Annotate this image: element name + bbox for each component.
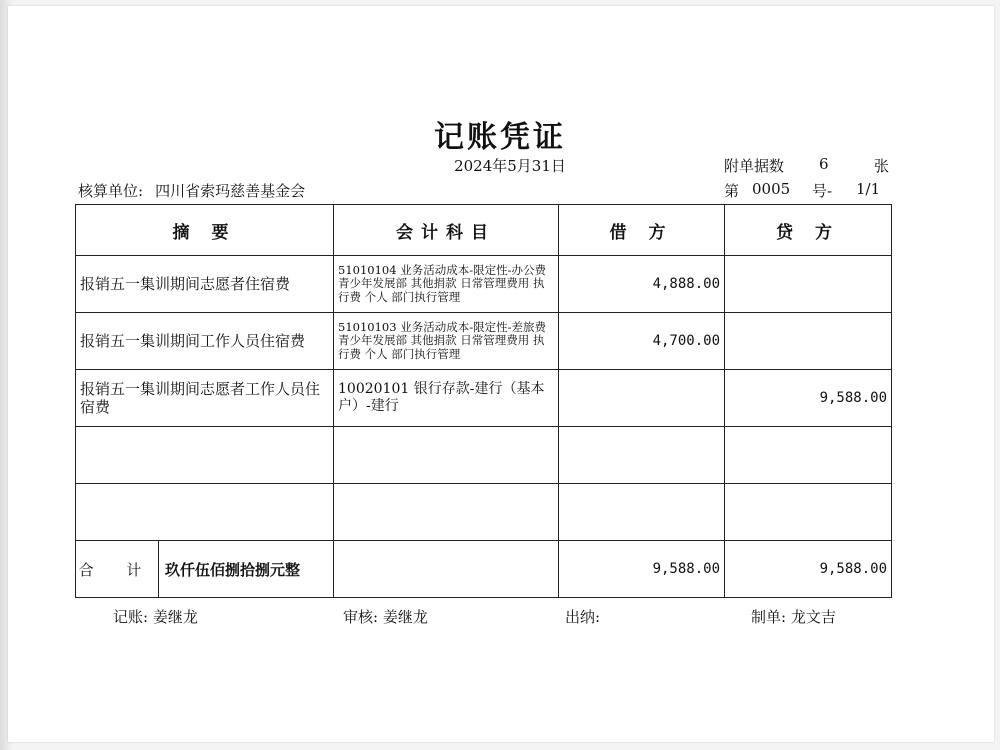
voucher-title: 记账凭证: [434, 120, 566, 155]
accounting-unit: [78, 180, 305, 201]
total-words: 玖仟伍佰捌拾捌元整: [165, 560, 301, 579]
reviewer-label: 审核:: [343, 608, 379, 626]
row-account: 51010103 业务活动成本-限定性-差旅费 青少年发展部 其他捐款 日常管理费用 执行费 个人 部门执行管理: [334, 313, 559, 370]
row-credit: 9,588.00: [725, 370, 892, 427]
row-credit: [725, 313, 892, 370]
unit-name: 四川省索玛慈善基金会: [155, 182, 306, 200]
table-row: [76, 427, 892, 484]
voucher-table: [75, 204, 892, 598]
row-account: [334, 427, 559, 484]
row-summary: [76, 484, 334, 541]
row-credit: [725, 427, 892, 484]
attachments-unit: 张: [874, 157, 890, 175]
cashier: [565, 606, 600, 627]
total-debit: 9,588.00: [559, 541, 725, 598]
row-credit: [725, 256, 892, 313]
total-row: [76, 541, 892, 598]
row-debit: [559, 370, 725, 427]
table-header-row: [76, 205, 892, 256]
header-credit: 贷 方: [725, 205, 892, 256]
row-summary: 报销五一集训期间志愿者住宿费: [76, 256, 334, 313]
row-debit: [559, 427, 725, 484]
table-row: [76, 313, 892, 370]
voucher-page: 1/1: [856, 180, 881, 198]
header-debit: 借 方: [559, 205, 725, 256]
attachments-count: 6: [819, 155, 829, 173]
voucher-date: 2024年5月31日: [454, 157, 566, 175]
row-credit: [725, 484, 892, 541]
row-debit: 4,888.00: [559, 256, 725, 313]
bookkeeper-label: 记账:: [113, 608, 149, 626]
table-row: [76, 370, 892, 427]
reviewer: [343, 606, 428, 627]
preparer: [751, 606, 836, 627]
table-row: [76, 484, 892, 541]
unit-label: 核算单位:: [78, 182, 144, 200]
voucher-no-value: 0005: [752, 180, 791, 198]
header-summary: 摘 要: [76, 205, 334, 256]
row-summary: 报销五一集训期间志愿者工作人员住宿费: [76, 370, 334, 427]
bookkeeper: [113, 606, 198, 627]
reviewer-name: 姜继龙: [382, 608, 428, 626]
row-account: 51010104 业务活动成本-限定性-办公费 青少年发展部 其他捐款 日常管理费用 执行费 个人 部门执行管理: [334, 256, 559, 313]
total-credit: 9,588.00: [725, 541, 892, 598]
total-account-empty: [334, 541, 559, 598]
attachments-info: [724, 155, 894, 176]
voucher-no-suffix: 号-: [812, 182, 833, 200]
total-cell: [76, 541, 334, 598]
row-account: 10020101 银行存款-建行（基本户）-建行: [334, 370, 559, 427]
table-row: [76, 256, 892, 313]
row-summary: 报销五一集训期间工作人员住宿费: [76, 313, 334, 370]
row-account: [334, 484, 559, 541]
header-account: 会计科目: [334, 205, 559, 256]
total-label: 合 计: [76, 541, 159, 597]
row-summary: [76, 427, 334, 484]
row-debit: [559, 484, 725, 541]
row-debit: 4,700.00: [559, 313, 725, 370]
bookkeeper-name: 姜继龙: [152, 608, 198, 626]
attachments-label: 附单据数: [724, 157, 785, 175]
cashier-label: 出纳:: [565, 608, 601, 626]
preparer-name: 龙文吉: [790, 608, 836, 626]
voucher-number: [724, 180, 894, 201]
voucher-no-prefix: 第: [724, 182, 740, 200]
preparer-label: 制单:: [751, 608, 787, 626]
